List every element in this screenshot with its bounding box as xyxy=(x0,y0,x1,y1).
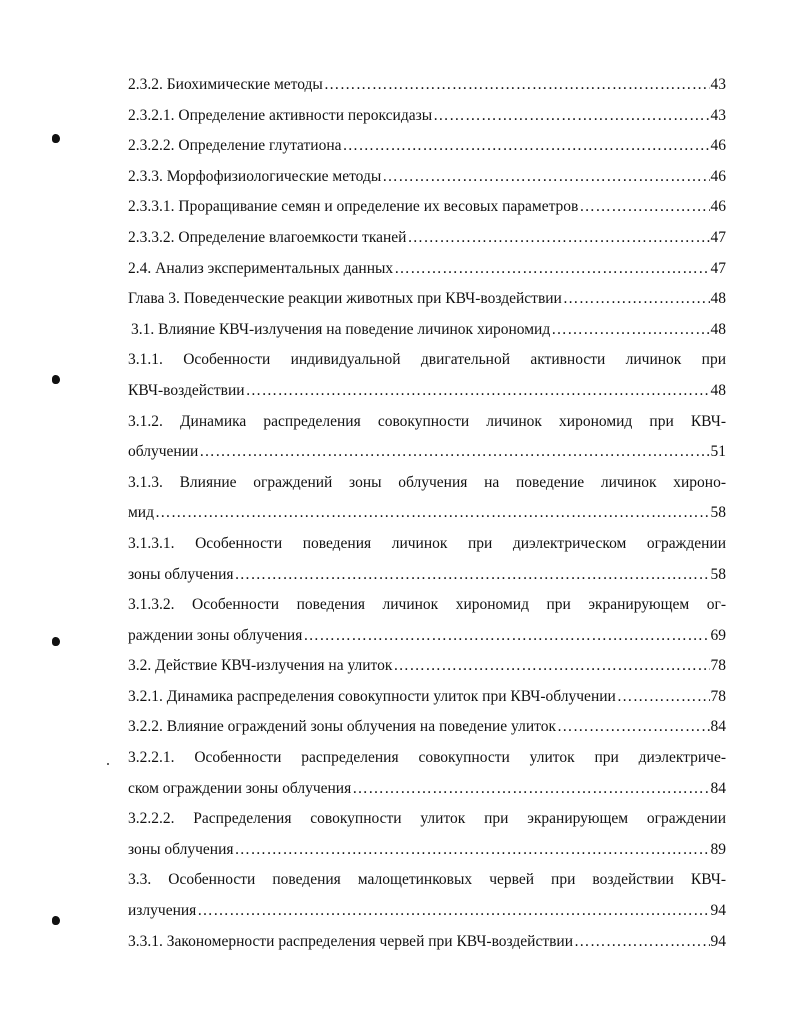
dot-leader xyxy=(394,254,709,285)
toc-entry-line1[interactable]: 3.2.2.1. Особенности распределения совокупности улиток при диэлектриче- xyxy=(128,749,726,767)
dot-leader xyxy=(407,223,709,254)
dot-leader xyxy=(551,315,709,346)
toc-entry-line1[interactable]: 3.3. Особенности поведения малощетинковых червей при воздействии КВЧ- xyxy=(128,871,726,889)
toc-entry[interactable] xyxy=(128,315,726,346)
toc-entry-line1[interactable]: 3.1.2. Динамика распределения совокупности личинок хирономид при КВЧ- xyxy=(128,412,726,430)
toc-entry-page: 78 xyxy=(710,687,726,705)
toc-entry-line2[interactable] xyxy=(128,376,726,407)
toc-entry-page: 46 xyxy=(710,198,726,216)
toc-entry[interactable] xyxy=(128,682,726,713)
toc-entry[interactable] xyxy=(128,284,726,315)
toc-entry-title: зоны облучения xyxy=(128,565,234,583)
dot-leader xyxy=(579,192,709,223)
toc-entry-page: 47 xyxy=(710,228,726,246)
toc-entry-title: зоны облучения xyxy=(128,840,234,858)
dot-leader xyxy=(235,560,710,591)
toc-entry-title: 3.2. Действие КВЧ-излучения на улиток xyxy=(128,657,393,675)
toc-entry-title: 2.3.3. Морфофизиологические методы xyxy=(128,167,382,185)
toc-entry[interactable] xyxy=(128,927,726,958)
toc-entry-page: 89 xyxy=(710,840,726,858)
toc-entry[interactable] xyxy=(128,712,726,743)
toc-entry-title: 2.3.3.2. Определение влагоемкости тканей xyxy=(128,228,407,246)
dot-leader xyxy=(343,131,710,162)
toc-entry[interactable] xyxy=(128,101,726,132)
dot-leader xyxy=(197,896,709,927)
toc-entry[interactable] xyxy=(128,131,726,162)
toc-entry-title: 3.3.1. Закономерности распределения червей при КВЧ-воздействии xyxy=(128,932,574,950)
binder-hole-mark xyxy=(52,375,60,384)
binder-hole-mark xyxy=(52,134,60,143)
toc-entry-line2[interactable] xyxy=(128,774,726,805)
toc-entry-line2[interactable] xyxy=(128,498,726,529)
dot-leader xyxy=(199,437,709,468)
toc-entry-page: 43 xyxy=(710,76,726,93)
toc-entry-title: Глава 3. Поведенческие реакции животных при КВЧ-воздействии xyxy=(128,290,562,308)
toc-entry-page: 58 xyxy=(710,504,726,522)
toc-entry-page: 84 xyxy=(710,779,726,797)
toc-entry-title: ском ограждении зоны облучения xyxy=(128,779,352,797)
toc-entry-line1[interactable]: 3.2.2.2. Распределения совокупности улиток при экранирующем ограждении xyxy=(128,810,726,828)
toc-entry[interactable] xyxy=(128,70,726,101)
toc-entry-line2[interactable] xyxy=(128,621,726,652)
toc-entry-title: КВЧ-воздействии xyxy=(128,381,245,399)
toc-entry-line2[interactable] xyxy=(128,835,726,866)
toc-entry-title: 2.3.2.1. Определение активности пероксидазы xyxy=(128,106,433,124)
toc-entry-page: 78 xyxy=(710,657,726,675)
toc-entry-title: 2.3.3.1. Проращивание семян и определение их весовых параметров xyxy=(128,198,579,216)
toc-entry-page: 48 xyxy=(710,320,726,338)
toc-entry-title: 3.2.1. Динамика распределения совокупности улиток при КВЧ-облучении xyxy=(128,687,616,705)
toc-entry[interactable] xyxy=(128,162,726,193)
toc-entry-title: раждении зоны облучения xyxy=(128,626,303,644)
binder-hole-mark xyxy=(52,916,60,925)
toc-entry-page: 84 xyxy=(710,718,726,736)
toc-entry-title: 3.1. Влияние КВЧ-излучения на поведение личинок хирономид xyxy=(131,320,551,338)
toc-entry-page: 94 xyxy=(710,902,726,920)
table-of-contents xyxy=(128,70,726,957)
toc-entry-line1[interactable]: 3.1.3.2. Особенности поведения личинок хирономид при экранирующем ог- xyxy=(128,596,726,614)
toc-entry[interactable] xyxy=(128,223,726,254)
toc-entry-page: 69 xyxy=(710,626,726,644)
dot-leader xyxy=(324,70,710,101)
toc-entry-line2[interactable] xyxy=(128,437,726,468)
toc-entry-page: 51 xyxy=(710,443,726,461)
toc-entry-line1[interactable]: 3.1.1. Особенности индивидуальной двигательной активности личинок при xyxy=(128,351,726,369)
toc-entry-title: 2.4. Анализ экспериментальных данных xyxy=(128,259,394,277)
dot-leader xyxy=(352,774,709,805)
dot-leader xyxy=(393,651,709,682)
toc-entry-page: 48 xyxy=(710,290,726,308)
toc-entry-page: 46 xyxy=(710,137,726,155)
dot-leader xyxy=(433,101,709,132)
dot-leader xyxy=(235,835,710,866)
toc-entry-title: 2.3.2.2. Определение глутатиона xyxy=(128,137,342,155)
binder-hole-mark xyxy=(52,637,60,646)
dot-leader xyxy=(617,682,710,713)
toc-entry-page: 47 xyxy=(710,259,726,277)
toc-entry-page: 46 xyxy=(710,167,726,185)
toc-entry-title: излучения xyxy=(128,902,197,920)
toc-entry[interactable] xyxy=(128,651,726,682)
toc-entry-line1[interactable]: 3.1.3.1. Особенности поведения личинок при диэлектрическом ограждении xyxy=(128,534,726,552)
toc-entry-line2[interactable] xyxy=(128,896,726,927)
dot-leader xyxy=(557,712,710,743)
dot-leader xyxy=(155,498,710,529)
dot-leader xyxy=(382,162,709,193)
toc-entry-title: 3.2.2. Влияние ограждений зоны облучения на поведение улиток xyxy=(128,718,556,736)
toc-entry-page: 48 xyxy=(710,381,726,399)
scan-speck xyxy=(107,763,109,765)
dot-leader xyxy=(563,284,710,315)
toc-entry-page: 58 xyxy=(710,565,726,583)
toc-entry-title: мид xyxy=(128,504,154,522)
dot-leader xyxy=(303,621,709,652)
toc-entry-title: 2.3.2. Биохимические методы xyxy=(128,76,323,93)
toc-entry-page: 94 xyxy=(710,932,726,950)
toc-entry-line1[interactable]: 3.1.3. Влияние ограждений зоны облучения на поведение личинок хироно- xyxy=(128,473,726,491)
toc-entry-title: облучении xyxy=(128,443,199,461)
toc-entry[interactable] xyxy=(128,254,726,285)
toc-entry-page: 43 xyxy=(710,106,726,124)
dot-leader xyxy=(574,927,709,958)
toc-entry[interactable] xyxy=(128,192,726,223)
toc-entry-line2[interactable] xyxy=(128,560,726,591)
dot-leader xyxy=(246,376,710,407)
